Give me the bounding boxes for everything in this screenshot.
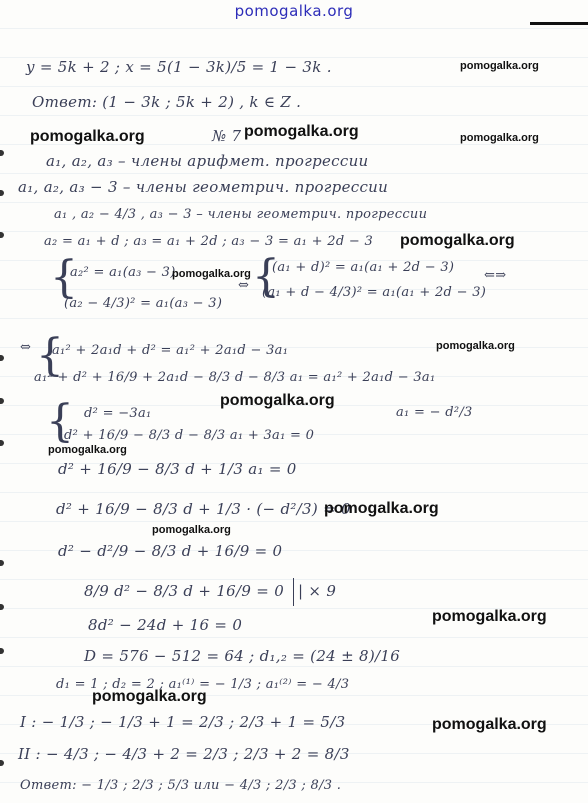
hw-system4-eq2: d² + 16/9 − 8/3 d − 8/3 a₁ + 3a₁ = 0 bbox=[64, 428, 315, 443]
hw-line-13: D = 576 − 512 = 64 ; d₁,₂ = (24 ± 8)/16 bbox=[84, 647, 401, 665]
system-brace: { bbox=[50, 252, 78, 303]
binding-hole bbox=[0, 604, 4, 610]
watermark: pomogalka.org bbox=[432, 608, 547, 625]
binding-hole bbox=[0, 760, 4, 766]
watermark: pomogalka.org bbox=[48, 444, 127, 456]
binding-hole bbox=[0, 560, 4, 566]
hw-line-10: d² − d²/9 − 8/3 d + 16/9 = 0 bbox=[58, 542, 283, 560]
watermark: pomogalka.org bbox=[30, 128, 145, 145]
binding-hole bbox=[0, 232, 4, 238]
site-header[interactable]: pomogalka.org bbox=[234, 2, 354, 20]
hw-system2-eq2: (a₁ + d − 4/3)² = a₁(a₁ + 2d − 3) bbox=[262, 285, 487, 300]
watermark: pomogalka.org bbox=[172, 268, 251, 280]
hw-equiv-arrow: ⇔ bbox=[20, 340, 32, 355]
watermark: pomogalka.org bbox=[400, 232, 515, 249]
watermark: pomogalka.org bbox=[244, 123, 359, 140]
binding-hole bbox=[0, 355, 4, 361]
hw-line-answer-1: Ответ: (1 − 3k ; 5k + 2) , k ∈ Z . bbox=[32, 93, 302, 111]
watermark: pomogalka.org bbox=[432, 716, 547, 733]
multiply-bar bbox=[293, 578, 294, 606]
watermark: pomogalka.org bbox=[324, 500, 439, 517]
hw-line-12: 8d² − 24d + 16 = 0 bbox=[88, 616, 243, 634]
binding-hole bbox=[0, 440, 4, 446]
system-brace: { bbox=[252, 251, 280, 302]
hw-line-15: I : − 1/3 ; − 1/3 + 1 = 2/3 ; 2/3 + 1 = 5/3 bbox=[20, 713, 346, 731]
hw-problem-number: № 7 bbox=[212, 127, 242, 145]
watermark: pomogalka.org bbox=[220, 392, 335, 409]
binding-holes bbox=[0, 0, 6, 803]
hw-equiv-arrow: ⇐⇒ bbox=[484, 268, 507, 283]
hw-line-1: y = 5k + 2 ; x = 5(1 − 3k)/5 = 1 − 3k . bbox=[26, 58, 332, 76]
hw-system3-eq1: a₁² + 2a₁d + d² = a₁² + 2a₁d − 3a₁ bbox=[52, 343, 289, 358]
hw-line-11: 8/9 d² − 8/3 d + 16/9 = 0 bbox=[84, 582, 285, 600]
hw-system1-eq2: (a₂ − 4/3)² = a₁(a₃ − 3) bbox=[64, 296, 223, 311]
hw-line-9: d² + 16/9 − 8/3 d + 1/3 · (− d²/3) = 0 bbox=[56, 500, 351, 518]
binding-hole bbox=[0, 398, 4, 404]
binding-hole bbox=[0, 648, 4, 654]
system-brace: { bbox=[36, 330, 64, 381]
hw-system1-eq1: a₂² = a₁(a₃ − 3) bbox=[70, 265, 176, 280]
hw-equiv-arrow: ⇔ bbox=[238, 278, 250, 293]
binding-hole bbox=[0, 190, 4, 196]
watermark: pomogalka.org bbox=[152, 524, 231, 536]
hw-system3-eq2: a₁² + d² + 16/9 + 2a₁d − 8/3 d − 8/3 a₁ = a₁² + 2a₁d − 3a₁ bbox=[34, 370, 436, 385]
hw-answer-final: Ответ: − 1/3 ; 2/3 ; 5/3 или − 4/3 ; 2/3 ; 8/3 . bbox=[20, 778, 342, 793]
watermark: pomogalka.org bbox=[460, 132, 539, 144]
hw-line-5: a₁, a₂, a₃ − 3 – члены геометрич. прогрессии bbox=[18, 178, 389, 196]
hw-system4-eq1: d² = −3a₁ bbox=[84, 406, 152, 421]
watermark: pomogalka.org bbox=[436, 340, 515, 352]
hw-line-8: d² + 16/9 − 8/3 d + 1/3 a₁ = 0 bbox=[58, 460, 297, 478]
hw-system2-eq1: (a₁ + d)² = a₁(a₁ + 2d − 3) bbox=[272, 260, 455, 275]
watermark: pomogalka.org bbox=[460, 60, 539, 72]
watermark: pomogalka.org bbox=[92, 688, 207, 705]
hw-line-6: a₁ , a₂ − 4/3 , a₃ − 3 – члены геометрич. прогрессии bbox=[54, 207, 428, 222]
binding-hole bbox=[0, 150, 4, 156]
hw-line-16: II : − 4/3 ; − 4/3 + 2 = 2/3 ; 2/3 + 2 = 8/3 bbox=[18, 745, 350, 763]
hw-a1-expression: a₁ = − d²/3 bbox=[396, 405, 473, 420]
system-brace: { bbox=[46, 396, 74, 447]
hw-multiply-note: | × 9 bbox=[298, 582, 337, 600]
hw-line-7: a₂ = a₁ + d ; a₃ = a₁ + 2d ; a₃ − 3 = a₁ + 2d − 3 bbox=[44, 234, 374, 249]
hw-line-4: a₁, a₂, a₃ – члены арифмет. прогрессии bbox=[46, 152, 369, 170]
corner-rule bbox=[530, 22, 588, 25]
hw-line-14: d₁ = 1 ; d₂ = 2 ; a₁⁽¹⁾ = − 1/3 ; a₁⁽²⁾ = − 4/3 bbox=[56, 677, 350, 692]
